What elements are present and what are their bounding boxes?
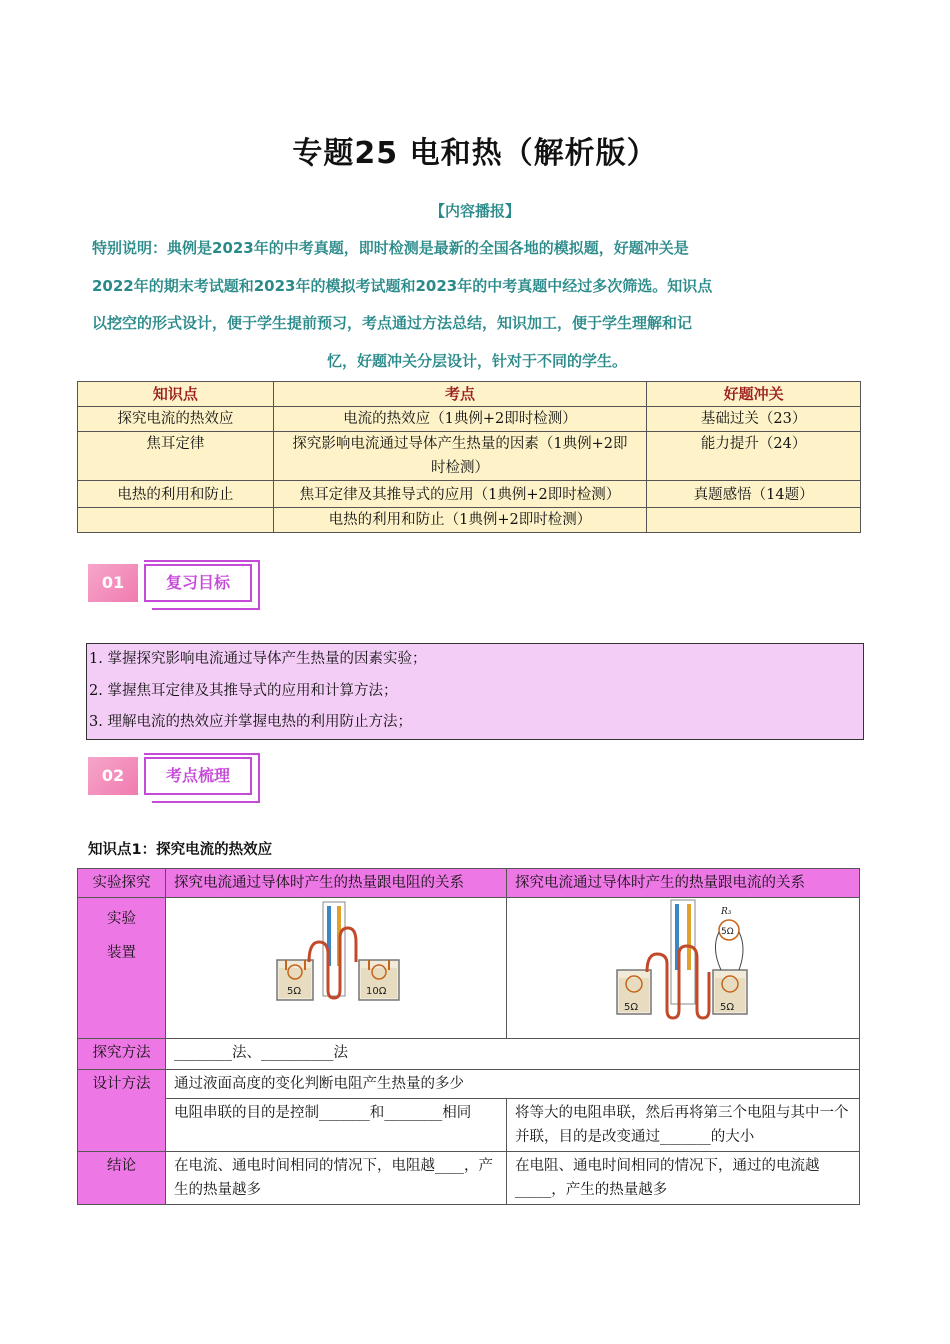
overview-table xyxy=(77,381,861,533)
left-container-a xyxy=(277,960,313,1000)
table-row xyxy=(78,1099,860,1152)
note-line: 特别说明：典例是2023年的中考真题，即时检测是最新的全国各地的模拟题，好题冲关是 xyxy=(92,239,689,257)
u-tube-b xyxy=(647,900,709,1018)
table-row xyxy=(78,481,861,508)
table-cell: 真题感悟（14题） xyxy=(647,481,861,508)
table-cell: 将等大的电阻串联，然后再将第三个电阻与其中一个并联，目的是改变通过_______的大小 xyxy=(507,1099,860,1152)
resistor-label: 10Ω xyxy=(366,986,387,997)
table-cell: ________法、__________法 xyxy=(166,1039,860,1070)
header-cell: 好题冲关 xyxy=(647,382,861,407)
resistance-apparatus-figure xyxy=(166,898,506,1030)
table-row xyxy=(78,898,860,1039)
special-note xyxy=(92,230,862,380)
note-line: 2022年的期末考试题和2023年的模拟考试题和2023年的中考真题中经过多次筛选。知识点 xyxy=(92,276,713,295)
table-cell: 电流的热效应（1典例+2即时检测） xyxy=(273,407,647,432)
table-row xyxy=(78,1152,860,1205)
header-cell: 探究电流通过导体时产生的热量跟电阻的关系 xyxy=(166,869,507,898)
section-badge-key-points xyxy=(88,753,260,803)
row-label: 探究方法 xyxy=(78,1039,166,1070)
table-cell: 通过液面高度的变化判断电阻产生热量的多少 xyxy=(166,1070,860,1099)
badge-frame xyxy=(144,560,260,562)
badge-frame xyxy=(152,801,260,803)
badge-frame xyxy=(152,608,260,610)
review-goals-box xyxy=(86,643,864,740)
header-cell: 考点 xyxy=(273,382,647,407)
table-cell: 在电阻、通电时间相同的情况下，通过的电流越_____，产生的热量越多 xyxy=(507,1152,860,1205)
right-container-b xyxy=(713,970,747,1014)
badge-frame xyxy=(258,560,260,610)
page-title: 专题25 电和热（解析版） xyxy=(292,136,658,171)
badge-frame xyxy=(144,753,260,755)
table-header-row xyxy=(78,869,860,898)
section-label: 复习目标 xyxy=(144,564,252,602)
left-container-b xyxy=(617,970,651,1014)
knowledge-point-heading: 知识点1：探究电流的热效应 xyxy=(88,842,273,858)
table-row xyxy=(78,1070,860,1099)
table-cell: 电阻串联的目的是控制_______和________相同 xyxy=(166,1099,507,1152)
table-cell: 电热的利用和防止 xyxy=(78,481,274,508)
table-row xyxy=(78,407,861,432)
header-cell: 知识点 xyxy=(78,382,274,407)
section-number: 01 xyxy=(88,564,138,602)
section-label: 考点梳理 xyxy=(144,757,252,795)
experiment-table xyxy=(77,868,860,1205)
table-cell: 基础过关（23） xyxy=(647,407,861,432)
device-label: 装置 xyxy=(107,945,136,961)
table-cell xyxy=(647,508,861,533)
header-cell: 实验探究 xyxy=(78,869,166,898)
resistor-name: R₃ xyxy=(721,907,732,917)
table-cell xyxy=(78,508,274,533)
header-cell: 探究电流通过导体时产生的热量跟电流的关系 xyxy=(507,869,860,898)
goal-item: 3. 理解电流的热效应并掌握电热的利用防止方法； xyxy=(89,714,412,731)
row-label: 结论 xyxy=(78,1152,166,1205)
section-badge-review-goals xyxy=(88,560,260,610)
table-cell: 探究电流的热效应 xyxy=(78,407,274,432)
table-row xyxy=(78,508,861,533)
right-container-a xyxy=(359,960,399,1000)
table-row xyxy=(78,1039,860,1070)
resistor-label: 5Ω xyxy=(721,927,734,937)
goal-item: 2. 掌握焦耳定律及其推导式的应用和计算方法； xyxy=(89,682,398,699)
resistor-label: 5Ω xyxy=(624,1002,639,1013)
device-label: 实验 xyxy=(107,911,136,927)
current-apparatus-figure xyxy=(507,898,859,1030)
goal-item: 1. 掌握探究影响电流通过导体产生热量的因素实验； xyxy=(89,651,427,667)
figure-cell xyxy=(166,898,507,1039)
resistor-label: 5Ω xyxy=(720,1002,735,1013)
u-tube-a xyxy=(309,902,356,998)
row-label: 设计方法 xyxy=(78,1070,166,1152)
section-number: 02 xyxy=(88,757,138,795)
table-cell: 焦耳定律及其推导式的应用（1典例+2即时检测） xyxy=(273,481,647,508)
note-line: 忆，好题冲关分层设计，针对于不同的学生。 xyxy=(326,351,627,370)
table-cell: 在电流、通电时间相同的情况下，电阻越____，产生的热量越多 xyxy=(166,1152,507,1205)
resistor-label: 5Ω xyxy=(287,986,302,997)
external-resistor xyxy=(715,907,743,970)
table-cell: 电热的利用和防止（1典例+2即时检测） xyxy=(273,508,647,533)
table-header-row xyxy=(78,382,861,407)
note-line: 以挖空的形式设计，便于学生提前预习，考点通过方法总结，知识加工，便于学生理解和记 xyxy=(92,314,693,332)
content-header: 【内容播报】 xyxy=(429,202,520,220)
table-row xyxy=(78,432,861,481)
figure-cell xyxy=(507,898,860,1039)
row-label xyxy=(78,898,166,1039)
badge-frame xyxy=(258,753,260,803)
table-cell: 焦耳定律 xyxy=(78,432,274,481)
table-cell: 能力提升（24） xyxy=(647,432,861,481)
table-cell: 探究影响电流通过导体产生热量的因素（1典例+2即时检测） xyxy=(273,432,647,481)
